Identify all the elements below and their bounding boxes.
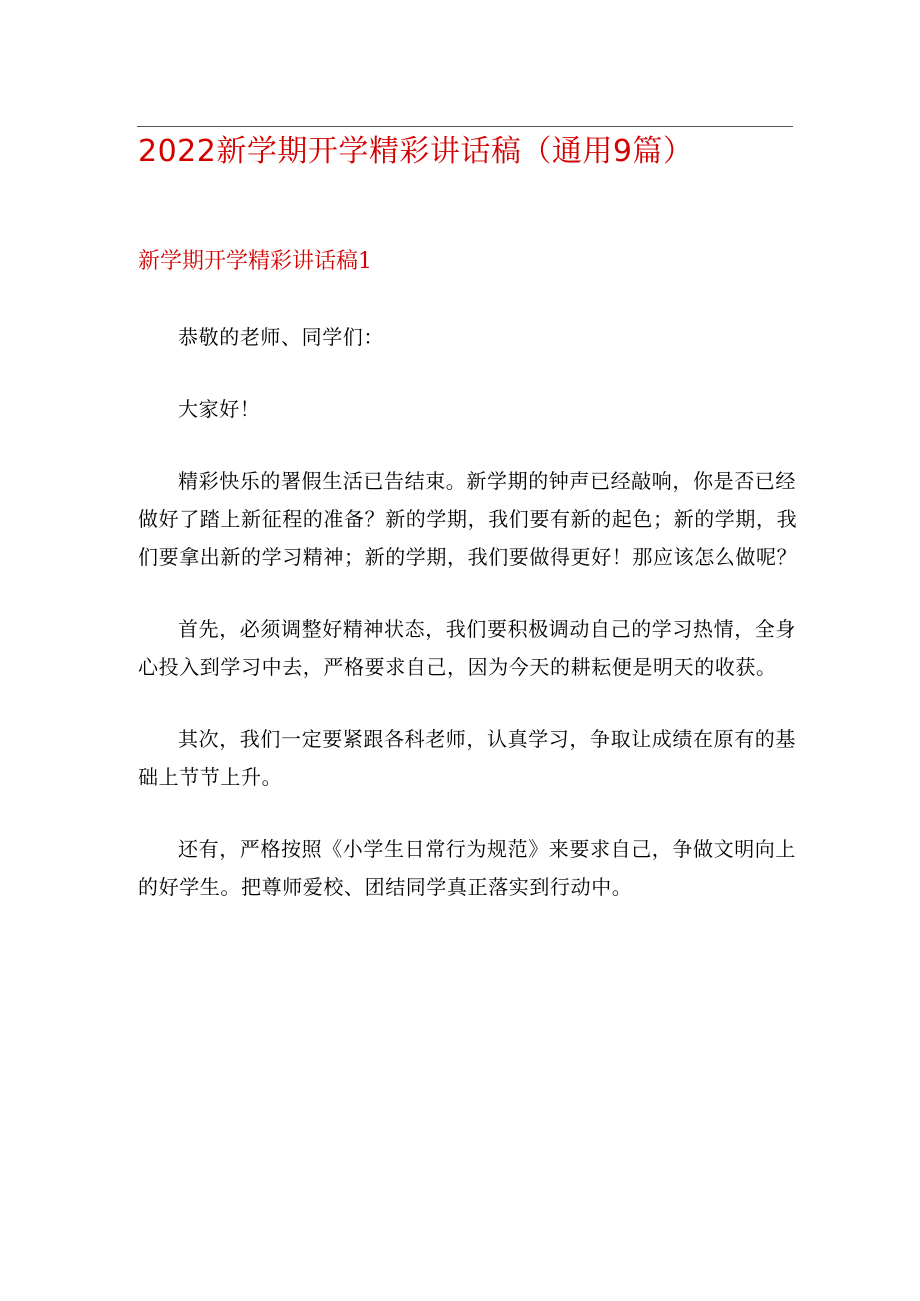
paragraph: 其次，我们一定要紧跟各科老师，认真学习，争取让成绩在原有的基础上节节上升。: [138, 727, 796, 789]
salutation: 恭敬的老师、同学们：: [178, 325, 384, 349]
section-heading: 新学期开学精彩讲话稿1: [138, 249, 372, 274]
header-rule: [137, 126, 793, 127]
paragraph: 首先，必须调整好精神状态，我们要积极调动自己的学习热情，全身心投入到学习中去，严格要求自己，因为今天的耕耘便是明天的收获。: [138, 617, 796, 679]
document-body: [138, 318, 798, 940]
paragraph: 还有，严格按照《小学生日常行为规范》来要求自己，争做文明向上的好学生。把尊师爱校、团结同学真正落实到行动中。: [138, 837, 796, 899]
document-title: 2022新学期开学精彩讲话稿（通用9篇）: [138, 134, 694, 169]
greeting: 大家好！: [178, 397, 261, 421]
paragraph: 精彩快乐的署假生活已告结束。新学期的钟声已经敲响，你是否已经做好了踏上新征程的准备？新的学期，我们要有新的起色；新的学期，我们要拿出新的学习精神；新的学期，我们要做得更好！那应该怎么做呢？: [138, 469, 798, 569]
